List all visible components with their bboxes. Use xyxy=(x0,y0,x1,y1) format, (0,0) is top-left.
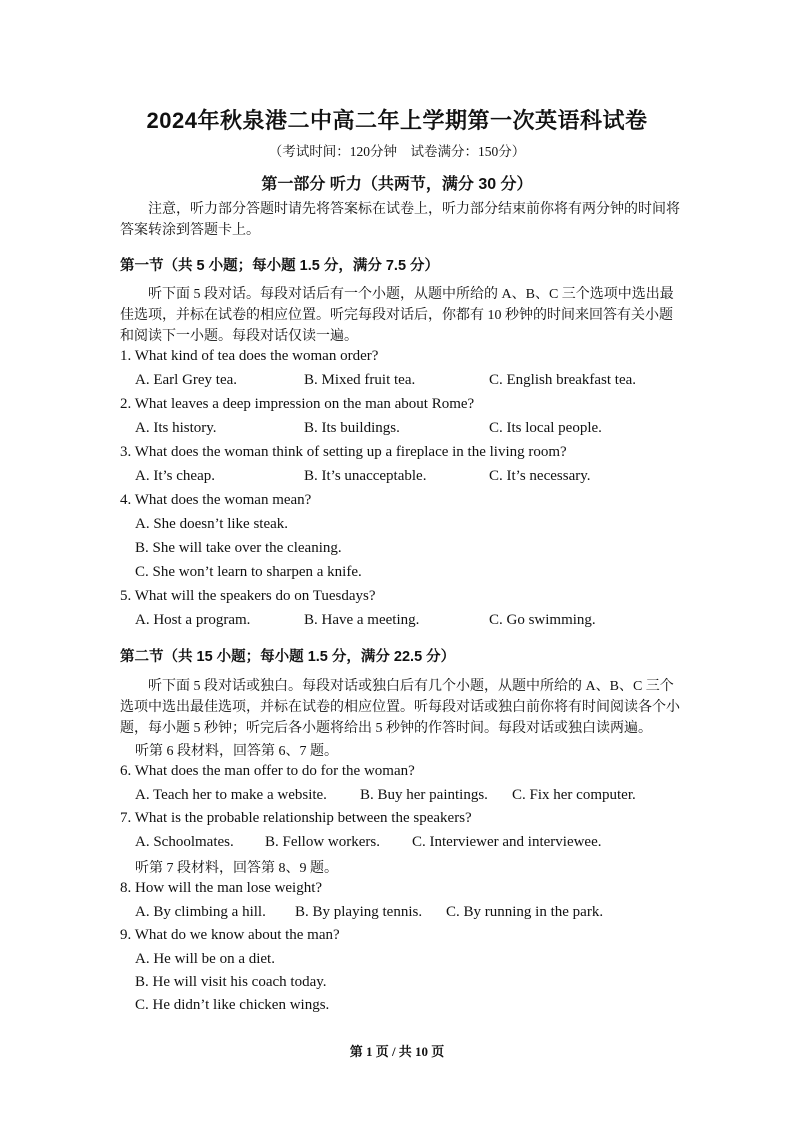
notice-paragraph: 注意，听力部分答题时请先将答案标在试卷上，听力部分结束前你将有两分钟的时间将答案转涂到答题卡上。 xyxy=(120,202,680,238)
question-1: 1. What kind of tea does the woman order? xyxy=(120,348,379,364)
q8-option-c: C. By running in the park. xyxy=(446,904,604,920)
q3-option-a: A. It’s cheap. xyxy=(135,468,215,484)
q2-option-b: B. Its buildings. xyxy=(304,420,400,436)
question-9: 9. What do we know about the man? xyxy=(120,927,340,943)
q7-option-b: B. Fellow workers. xyxy=(265,834,380,850)
q9-option-c: C. He didn’t like chicken wings. xyxy=(135,997,330,1013)
q4-option-c: C. She won’t learn to sharpen a knife. xyxy=(135,564,362,580)
q6-option-a: A. Teach her to make a website. xyxy=(135,787,327,803)
q8-option-a: A. By climbing a hill. xyxy=(135,904,266,920)
q2-option-a: A. Its history. xyxy=(135,420,217,436)
exam-title: 2024年秋泉港二中高二年上学期第一次英语科试卷 xyxy=(146,108,648,133)
question-8: 8. How will the man lose weight? xyxy=(120,880,323,896)
q1-option-c: C. English breakfast tea. xyxy=(489,372,637,388)
q5-option-c: C. Go swimming. xyxy=(489,612,596,628)
exam-subtitle: （考试时间：120分钟 试卷满分：150分） xyxy=(268,144,526,159)
q9-option-b: B. He will visit his coach today. xyxy=(135,974,327,990)
q6-option-b: B. Buy her paintings. xyxy=(360,787,488,803)
part-title: 第一部分 听力（共两节，满分 30 分） xyxy=(261,176,533,193)
q3-option-b: B. It’s unacceptable. xyxy=(304,468,427,484)
material-note-6: 听第 6 段材料，回答第 6、7 题。 xyxy=(135,744,338,759)
q4-option-a: A. She doesn’t like steak. xyxy=(135,516,289,532)
q5-option-b: B. Have a meeting. xyxy=(304,612,420,628)
question-7: 7. What is the probable relationship between the speakers? xyxy=(120,810,472,826)
q2-option-c: C. Its local people. xyxy=(489,420,602,436)
q5-option-a: A. Host a program. xyxy=(135,612,251,628)
section1-title: 第一节（共 5 小题；每小题 1.5 分，满分 7.5 分） xyxy=(120,258,440,274)
q1-option-b: B. Mixed fruit tea. xyxy=(304,372,416,388)
q3-option-c: C. It’s necessary. xyxy=(489,468,591,484)
q1-option-a: A. Earl Grey tea. xyxy=(135,372,238,388)
q9-option-a: A. He will be on a diet. xyxy=(135,951,275,967)
q7-option-a: A. Schoolmates. xyxy=(135,834,234,850)
material-note-7: 听第 7 段材料，回答第 8、9 题。 xyxy=(135,861,338,876)
q6-option-c: C. Fix her computer. xyxy=(512,787,636,803)
section2-instructions: 听下面 5 段对话或独白。每段对话或独白后有几个小题，从题中所给的 A、B、C 三个选项中选出最佳选项，并标在试卷的相应位置。听每段对话或独白前你将有时间阅读各个小题，每小题 5 秒钟；听完后各小题将给出 5 秒钟的作答时间。每段对话或独白读两遍。 xyxy=(120,679,680,736)
question-5: 5. What will the speakers do on Tuesdays? xyxy=(120,588,376,604)
q7-option-c: C. Interviewer and interviewee. xyxy=(412,834,602,850)
question-6: 6. What does the man offer to do for the woman? xyxy=(120,763,415,779)
q8-option-b: B. By playing tennis. xyxy=(295,904,423,920)
page-number: 第 1 页 / 共 10 页 xyxy=(349,1044,445,1059)
question-4: 4. What does the woman mean? xyxy=(120,492,312,508)
section1-instructions: 听下面 5 段对话。每段对话后有一个小题，从题中所给的 A、B、C 三个选项中选出最佳选项，并标在试卷的相应位置。听完每段对话后，你都有 10 秒钟的时间来回答有关小题和阅读下一小题。每段对话仅读一遍。 xyxy=(120,287,674,344)
question-2: 2. What leaves a deep impression on the man about Rome? xyxy=(120,396,475,412)
question-3: 3. What does the woman think of setting up a fireplace in the living room? xyxy=(120,444,567,460)
q4-option-b: B. She will take over the cleaning. xyxy=(135,540,342,556)
section2-title: 第二节（共 15 小题；每小题 1.5 分，满分 22.5 分） xyxy=(120,649,456,665)
